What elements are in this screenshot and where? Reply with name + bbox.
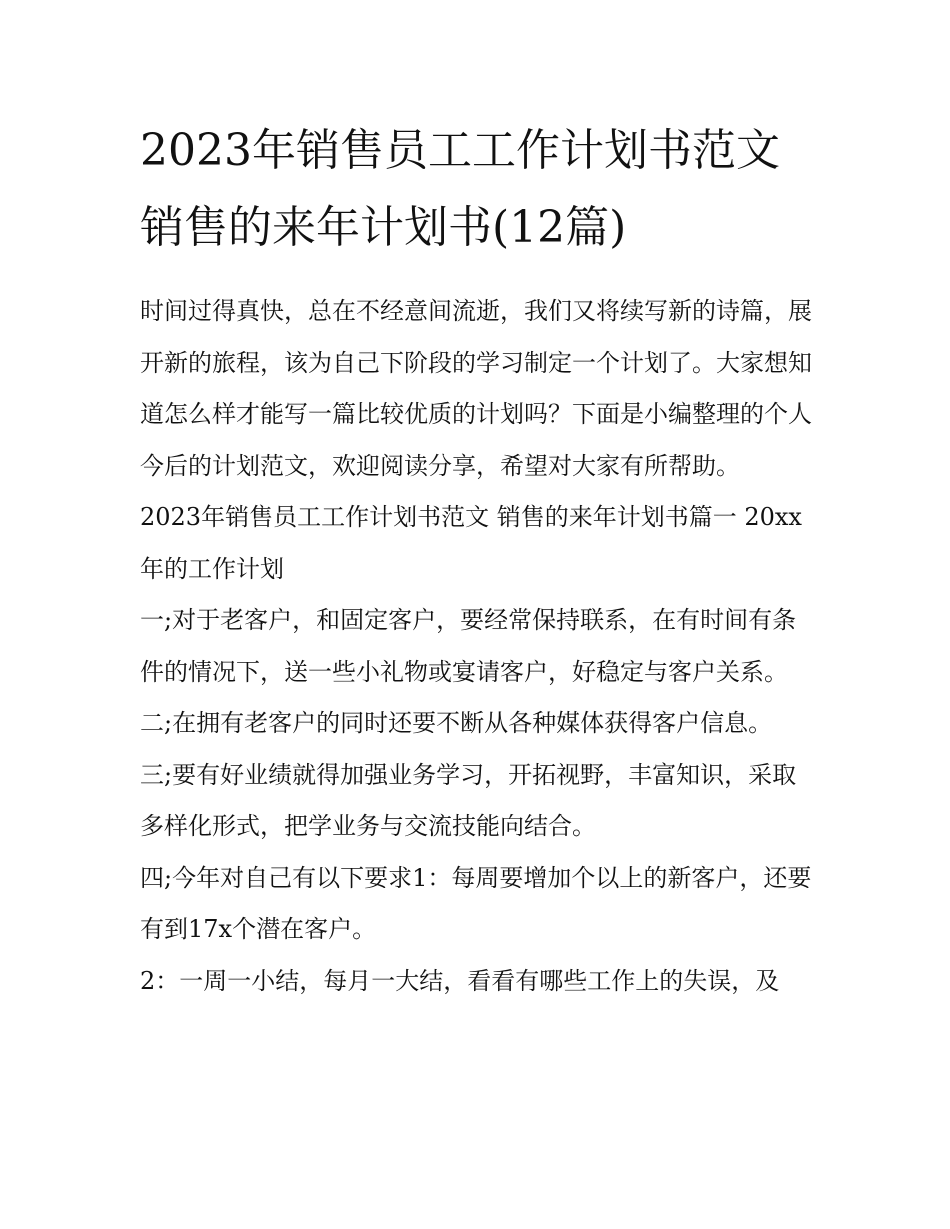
plan-item-3: 三;要有好业绩就得加强业务学习，开拓视野，丰富知识，采取多样化形式，把学业务与交流技能向结合。 xyxy=(140,760,797,840)
document-body xyxy=(140,112,820,1007)
plan-item-1: 一;对于老客户，和固定客户，要经常保持联系，在有时间有条件的情况下，送一些小礼物或宴请客户，好稳定与客户关系。 xyxy=(140,606,797,686)
section-heading: 2023年销售员工工作计划书范文 销售的来年计划书篇一 20xx年的工作计划 xyxy=(140,503,802,583)
document-title: 2023年销售员工工作计划书范文 销售的来年计划书(12篇) xyxy=(140,125,780,253)
plan-item-4: 四;今年对自己有以下要求1：每周要增加个以上的新客户，还要有到17x个潜在客户。 xyxy=(140,863,812,943)
intro-paragraph: 时间过得真快，总在不经意间流逝，我们又将续写新的诗篇，展开新的旅程，该为自己下阶段的学习制定一个计划了。大家想知道怎么样才能写一篇比较优质的计划吗？下面是小编整理的个人今后的计划范文，欢迎阅读分享，希望对大家有所帮助。 xyxy=(140,297,812,480)
plan-subitem-2: 2：一周一小结，每月一大结，看看有哪些工作上的失误，及 xyxy=(140,966,780,995)
plan-item-2: 二;在拥有老客户的同时还要不断从各种媒体获得客户信息。 xyxy=(140,709,773,737)
